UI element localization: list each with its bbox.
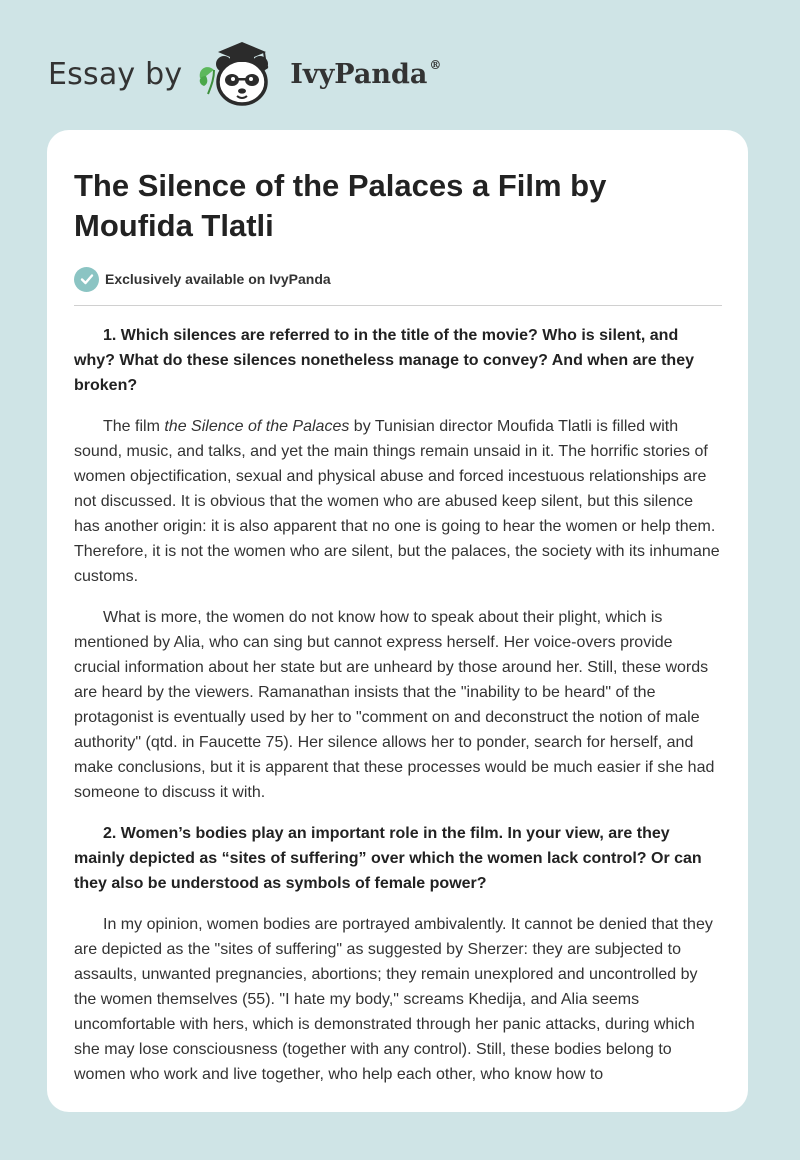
panda-graduate-icon [196,34,284,114]
film-title: the Silence of the Palaces [164,418,350,435]
paragraph-1: The film the Silence of the Palaces by Tunisian director Moufida Tlatli is filled with sound, music, and talks, and yet the main things remain unsaid in it. The horrific stories of women objectification, sexual and physical abuse and forced incestuous relationships are not discussed. It is obvious that the women who are abused keep silent, but this silence has another origin: it is also apparent that no one is going to hear the women or help them. Therefore, it is not the women who are silent, but the palaces, the society with its inhumane customs. [74,418,720,585]
divider [74,305,722,306]
exclusive-label: Exclusively available on IvyPanda [105,271,331,287]
essay-body [74,323,722,1087]
paragraph-2: What is more, the women do not know how to speak about their plight, which is mentioned by Alia, who can sing but cannot express herself. Her voice-overs provide crucial information about her state but are unheard by those around her. Still, these words are heard by the viewers. Ramanathan insists that the "inability to be heard" of the protagonist is eventually used by her to "comment on and deconstruct the notion of male authority" (qtd. in Faucette 75). Her silence allows her to ponder, search for herself, and make conclusions, but it is apparent that these processes would be much easier if she had someone to discuss it with. [74,609,715,801]
brand-name[interactable]: IvyPanda ® [290,58,442,90]
check-circle-icon [74,267,99,292]
exclusive-badge [74,266,722,292]
essay-card [47,130,748,1112]
question-2: 2. Women’s bodies play an important role in the film. In your view, are they mainly depicted as “sites of suffering” over which the women lack control? Or can they also be understood as symbols of female power? [74,825,702,892]
registered-mark: ® [429,58,442,72]
paragraph-3: In my opinion, women bodies are portrayed ambivalently. It cannot be denied that they are depicted as the "sites of suffering" as suggested by Sherzer: they are subjected to assaults, unwanted pregnancies, abortions; they remain unexplored and uncontrolled by the women themselves (55). "I hate my body," screams Khedija, and Alia seems uncomfortable with hers, which is demonstrated through her panic attacks, during which she may lose consciousness (together with any control). Still, these bodies belong to women who work and live together, who help each other, who know how to [74,916,713,1083]
question-1: 1. Which silences are referred to in the title of the movie? Who is silent, and why? What do these silences nonetheless manage to convey? And when are they broken? [74,327,694,394]
essay-by-label: Essay by [48,56,183,92]
page-title: The Silence of the Palaces a Film by Moufida Tlatli [74,168,607,243]
site-header [48,34,441,114]
